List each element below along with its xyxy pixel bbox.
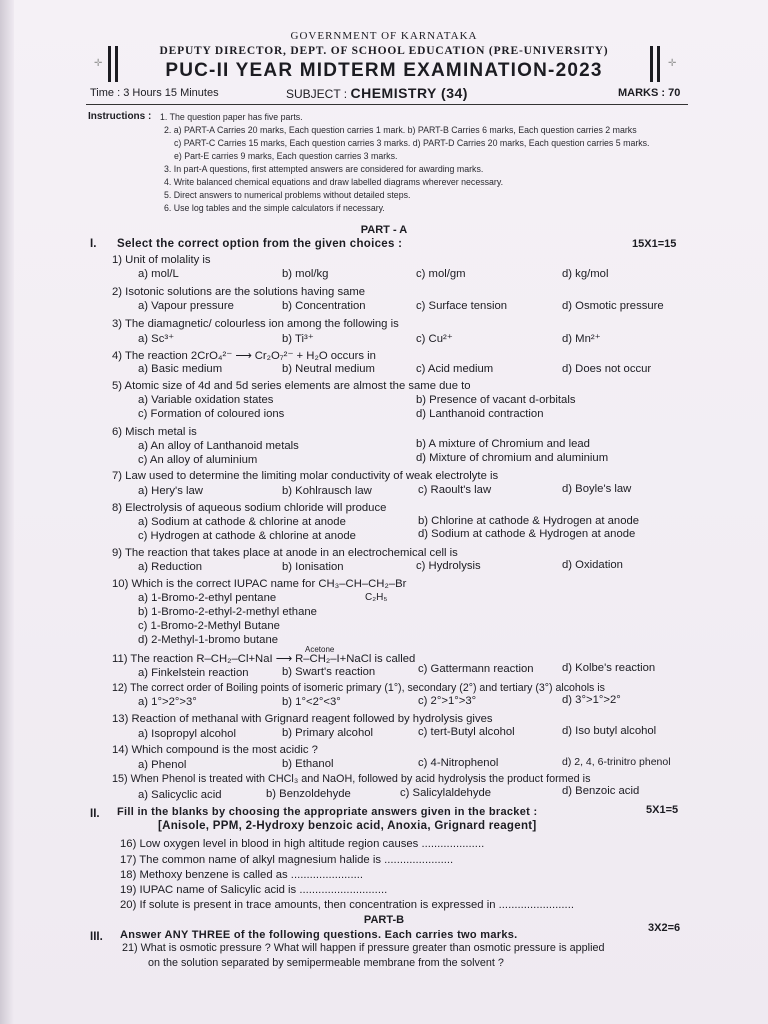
option-c: c) Hydrogen at cathode & chlorine at anode — [138, 530, 356, 542]
option-d: d) Mixture of chromium and aluminium — [416, 452, 609, 464]
option-b: b) Concentration — [282, 300, 366, 312]
question-14: 14) Which compound is the most acidic ? — [112, 744, 318, 756]
part-a-title: PART - A — [360, 224, 408, 236]
dept-line: DEPUTY DIRECTOR, DEPT. OF SCHOOL EDUCATION (PRE-UNIVERSITY) — [159, 45, 609, 57]
subject-name: CHEMISTRY (34) — [350, 85, 468, 101]
option-a: a) Finkelstein reaction — [138, 667, 249, 679]
option-c: c) 1-Bromo-2-Methyl Butane — [138, 620, 280, 632]
option-a: a) mol/L — [138, 268, 179, 280]
option-c: c) mol/gm — [416, 268, 466, 280]
option-d: d) Mn²⁺ — [562, 333, 601, 345]
question-5: 5) Atomic size of 4d and 5d series elements are almost the same due to — [112, 380, 471, 392]
option-d: d) Kolbe's reaction — [562, 662, 656, 674]
option-d: d) 2, 4, 6-trinitro phenol — [562, 756, 671, 768]
option-b: b) Ti³⁺ — [282, 333, 314, 345]
question-21-line-1: 21) What is osmotic pressure ? What will happen if pressure greater than osmotic pressure is applied — [122, 942, 605, 954]
option-b: b) Neutral medium — [282, 363, 375, 375]
blank-17: 17) The common name of alkyl magnesium halide is ...................... — [120, 854, 454, 866]
option-a: a) Salicyclic acid — [138, 789, 222, 801]
reagent-over-arrow: Acetone — [305, 645, 335, 654]
instruction-line: 2. a) PART-A Carries 20 marks, Each question carries 1 mark. b) PART-B Carries 6 marks, Each question carries 2 marks — [164, 125, 637, 135]
option-b: b) Presence of vacant d-orbitals — [416, 394, 576, 406]
option-d: d) Iso butyl alcohol — [562, 725, 657, 737]
option-a: a) Hery's law — [138, 485, 203, 497]
section-3-marks: 3X2=6 — [648, 922, 681, 934]
option-a: a) Reduction — [138, 561, 203, 573]
section-2-number: II. — [90, 808, 100, 820]
blank-19: 19) IUPAC name of Salicylic acid is ............................ — [120, 884, 388, 896]
subject-label: SUBJECT : — [286, 87, 348, 101]
section-2-marks: 5X1=5 — [646, 804, 679, 816]
question-11: 11) The reaction R–CH₂–Cl+NaI ⟶ R–CH₂–I+NaCl is called — [112, 653, 416, 665]
option-d: d) Osmotic pressure — [562, 300, 664, 312]
option-b: b) Primary alcohol — [282, 727, 374, 739]
option-d: d) Oxidation — [562, 559, 623, 571]
option-c: c) Salicylaldehyde — [400, 787, 492, 799]
option-a: a) Phenol — [138, 759, 187, 771]
time-label: Time : 3 Hours 15 Minutes — [90, 87, 219, 99]
section-2-heading: Fill in the blanks by choosing the appropriate answers given in the bracket : — [117, 806, 538, 818]
question-15: 15) When Phenol is treated with CHCl₃ and NaOH, followed by acid hydrolysis the product formed is — [112, 773, 591, 785]
option-d: d) 3°>1°>2° — [562, 694, 621, 706]
option-d: d) 2-Methyl-1-bromo butane — [138, 634, 279, 646]
option-b: b) 1°<2°<3° — [282, 696, 341, 708]
fill-in-choices: [Anisole, PPM, 2-Hydroxy benzoic acid, Anoxia, Grignard reagent] — [158, 820, 537, 832]
blank-16: 16) Low oxygen level in blood in high altitude region causes .................... — [120, 838, 485, 850]
instruction-line: 1. The question paper has five parts. — [160, 112, 303, 122]
option-c: c) Cu²⁺ — [416, 333, 453, 345]
right-register-mark-icon: ✛ — [668, 58, 677, 69]
instruction-line: 5. Direct answers to numerical problems without detailed steps. — [164, 190, 411, 200]
ethyl-branch: C₂H₅ — [365, 592, 388, 603]
question-9: 9) The reaction that takes place at anode in an electrochemical cell is — [112, 547, 458, 559]
instruction-line: 3. In part-A questions, first attempted answers are considered for awarding marks. — [164, 164, 484, 174]
question-13: 13) Reaction of methanal with Grignard reagent followed by hydrolysis gives — [112, 713, 493, 725]
option-b: b) Benzoldehyde — [266, 788, 351, 800]
option-a: a) Vapour pressure — [138, 300, 234, 312]
instruction-line: 4. Write balanced chemical equations and draw labelled diagrams wherever necessary. — [164, 177, 504, 187]
option-c: c) Surface tension — [416, 300, 508, 312]
question-12: 12) The correct order of Boiling points of isomeric primary (1°), secondary (2°) and tertiary (3°) alcohols is — [112, 682, 605, 694]
option-c: c) Raoult's law — [418, 484, 492, 496]
option-c: c) 4-Nitrophenol — [418, 757, 499, 769]
option-c: c) Acid medium — [416, 363, 494, 375]
instruction-line: 6. Use log tables and the simple calculators if necessary. — [164, 203, 385, 213]
section-3-heading: Answer ANY THREE of the following questions. Each carries two marks. — [120, 929, 518, 941]
option-a: a) Isopropyl alcohol — [138, 728, 236, 740]
option-d: d) kg/mol — [562, 268, 609, 280]
left-register-mark-icon: ✛ — [94, 58, 103, 69]
option-c: c) tert-Butyl alcohol — [418, 726, 515, 738]
exam-title: PUC-II YEAR MIDTERM EXAMINATION-2023 — [165, 60, 603, 81]
section-1-number: I. — [90, 238, 97, 250]
section-1-heading: Select the correct option from the given choices : — [117, 238, 403, 250]
option-a: a) Sc³⁺ — [138, 333, 175, 345]
option-a: a) An alloy of Lanthanoid metals — [138, 440, 299, 452]
instruction-line: c) PART-C Carries 15 marks, Each question carries 3 marks. d) PART-D Carries 20 marks, Each question carries 5 marks. — [174, 138, 650, 148]
question-7: 7) Law used to determine the limiting molar conductivity of weak electrolyte is — [112, 470, 499, 482]
header-rule — [86, 104, 688, 105]
subject-line — [286, 85, 468, 101]
question-21-line-2: on the solution separated by semipermeable membrane from the solvent ? — [148, 957, 504, 969]
blank-20: 20) If solute is present in trace amounts, then concentration is expressed in ........................ — [120, 899, 574, 911]
question-8: 8) Electrolysis of aqueous sodium chloride will produce — [112, 502, 387, 514]
question-1: 1) Unit of molality is — [112, 254, 211, 266]
section-3-number: III. — [90, 931, 103, 943]
option-c: c) Hydrolysis — [416, 560, 481, 572]
option-b: b) Kohlrausch law — [282, 485, 372, 497]
option-b: b) Ethanol — [282, 758, 334, 770]
option-c: c) Formation of coloured ions — [138, 408, 285, 420]
option-b: b) Ionisation — [282, 561, 344, 573]
marks-label: MARKS : 70 — [618, 87, 681, 99]
option-a: a) Basic medium — [138, 363, 223, 375]
govt-line: GOVERNMENT OF KARNATAKA — [290, 30, 478, 42]
option-b: b) Chlorine at cathode & Hydrogen at anode — [418, 515, 640, 527]
option-d: d) Boyle's law — [562, 483, 632, 495]
option-a: a) 1°>2°>3° — [138, 696, 197, 708]
option-b: b) 1-Bromo-2-ethyl-2-methyl ethane — [138, 606, 317, 618]
page-edge-shadow — [0, 0, 14, 1024]
option-d: d) Sodium at cathode & Hydrogen at anode — [418, 528, 636, 540]
option-a: a) 1-Bromo-2-ethyl pentane — [138, 592, 277, 604]
blank-18: 18) Methoxy benzene is called as ....................... — [120, 869, 363, 881]
option-b: b) A mixture of Chromium and lead — [416, 438, 590, 450]
option-b: b) Swart's reaction — [282, 666, 376, 678]
option-c: c) Gattermann reaction — [418, 663, 534, 675]
option-b: b) mol/kg — [282, 268, 329, 280]
option-a: a) Variable oxidation states — [138, 394, 274, 406]
option-d: d) Benzoic acid — [562, 785, 640, 797]
question-10: 10) Which is the correct IUPAC name for CH₃–CH–CH₂–Br — [112, 578, 407, 590]
question-3: 3) The diamagnetic/ colourless ion among the following is — [112, 318, 399, 330]
option-d: d) Lanthanoid contraction — [416, 408, 544, 420]
option-a: a) Sodium at cathode & chlorine at anode — [138, 516, 346, 528]
option-c: c) An alloy of aluminium — [138, 454, 258, 466]
part-b-title: PART-B — [363, 914, 405, 926]
question-2: 2) Isotonic solutions are the solutions having same — [112, 286, 366, 298]
section-1-marks: 15X1=15 — [632, 238, 677, 250]
question-6: 6) Misch metal is — [112, 426, 197, 438]
option-c: c) 2°>1°>3° — [418, 695, 477, 707]
instruction-line: e) Part-E carries 9 marks, Each question carries 3 marks. — [174, 151, 398, 161]
question-4: 4) The reaction 2CrO₄²⁻ ⟶ Cr₂O₇²⁻ + H₂O occurs in — [112, 350, 376, 362]
option-d: d) Does not occur — [562, 363, 652, 375]
instructions-label: Instructions : — [88, 111, 152, 122]
